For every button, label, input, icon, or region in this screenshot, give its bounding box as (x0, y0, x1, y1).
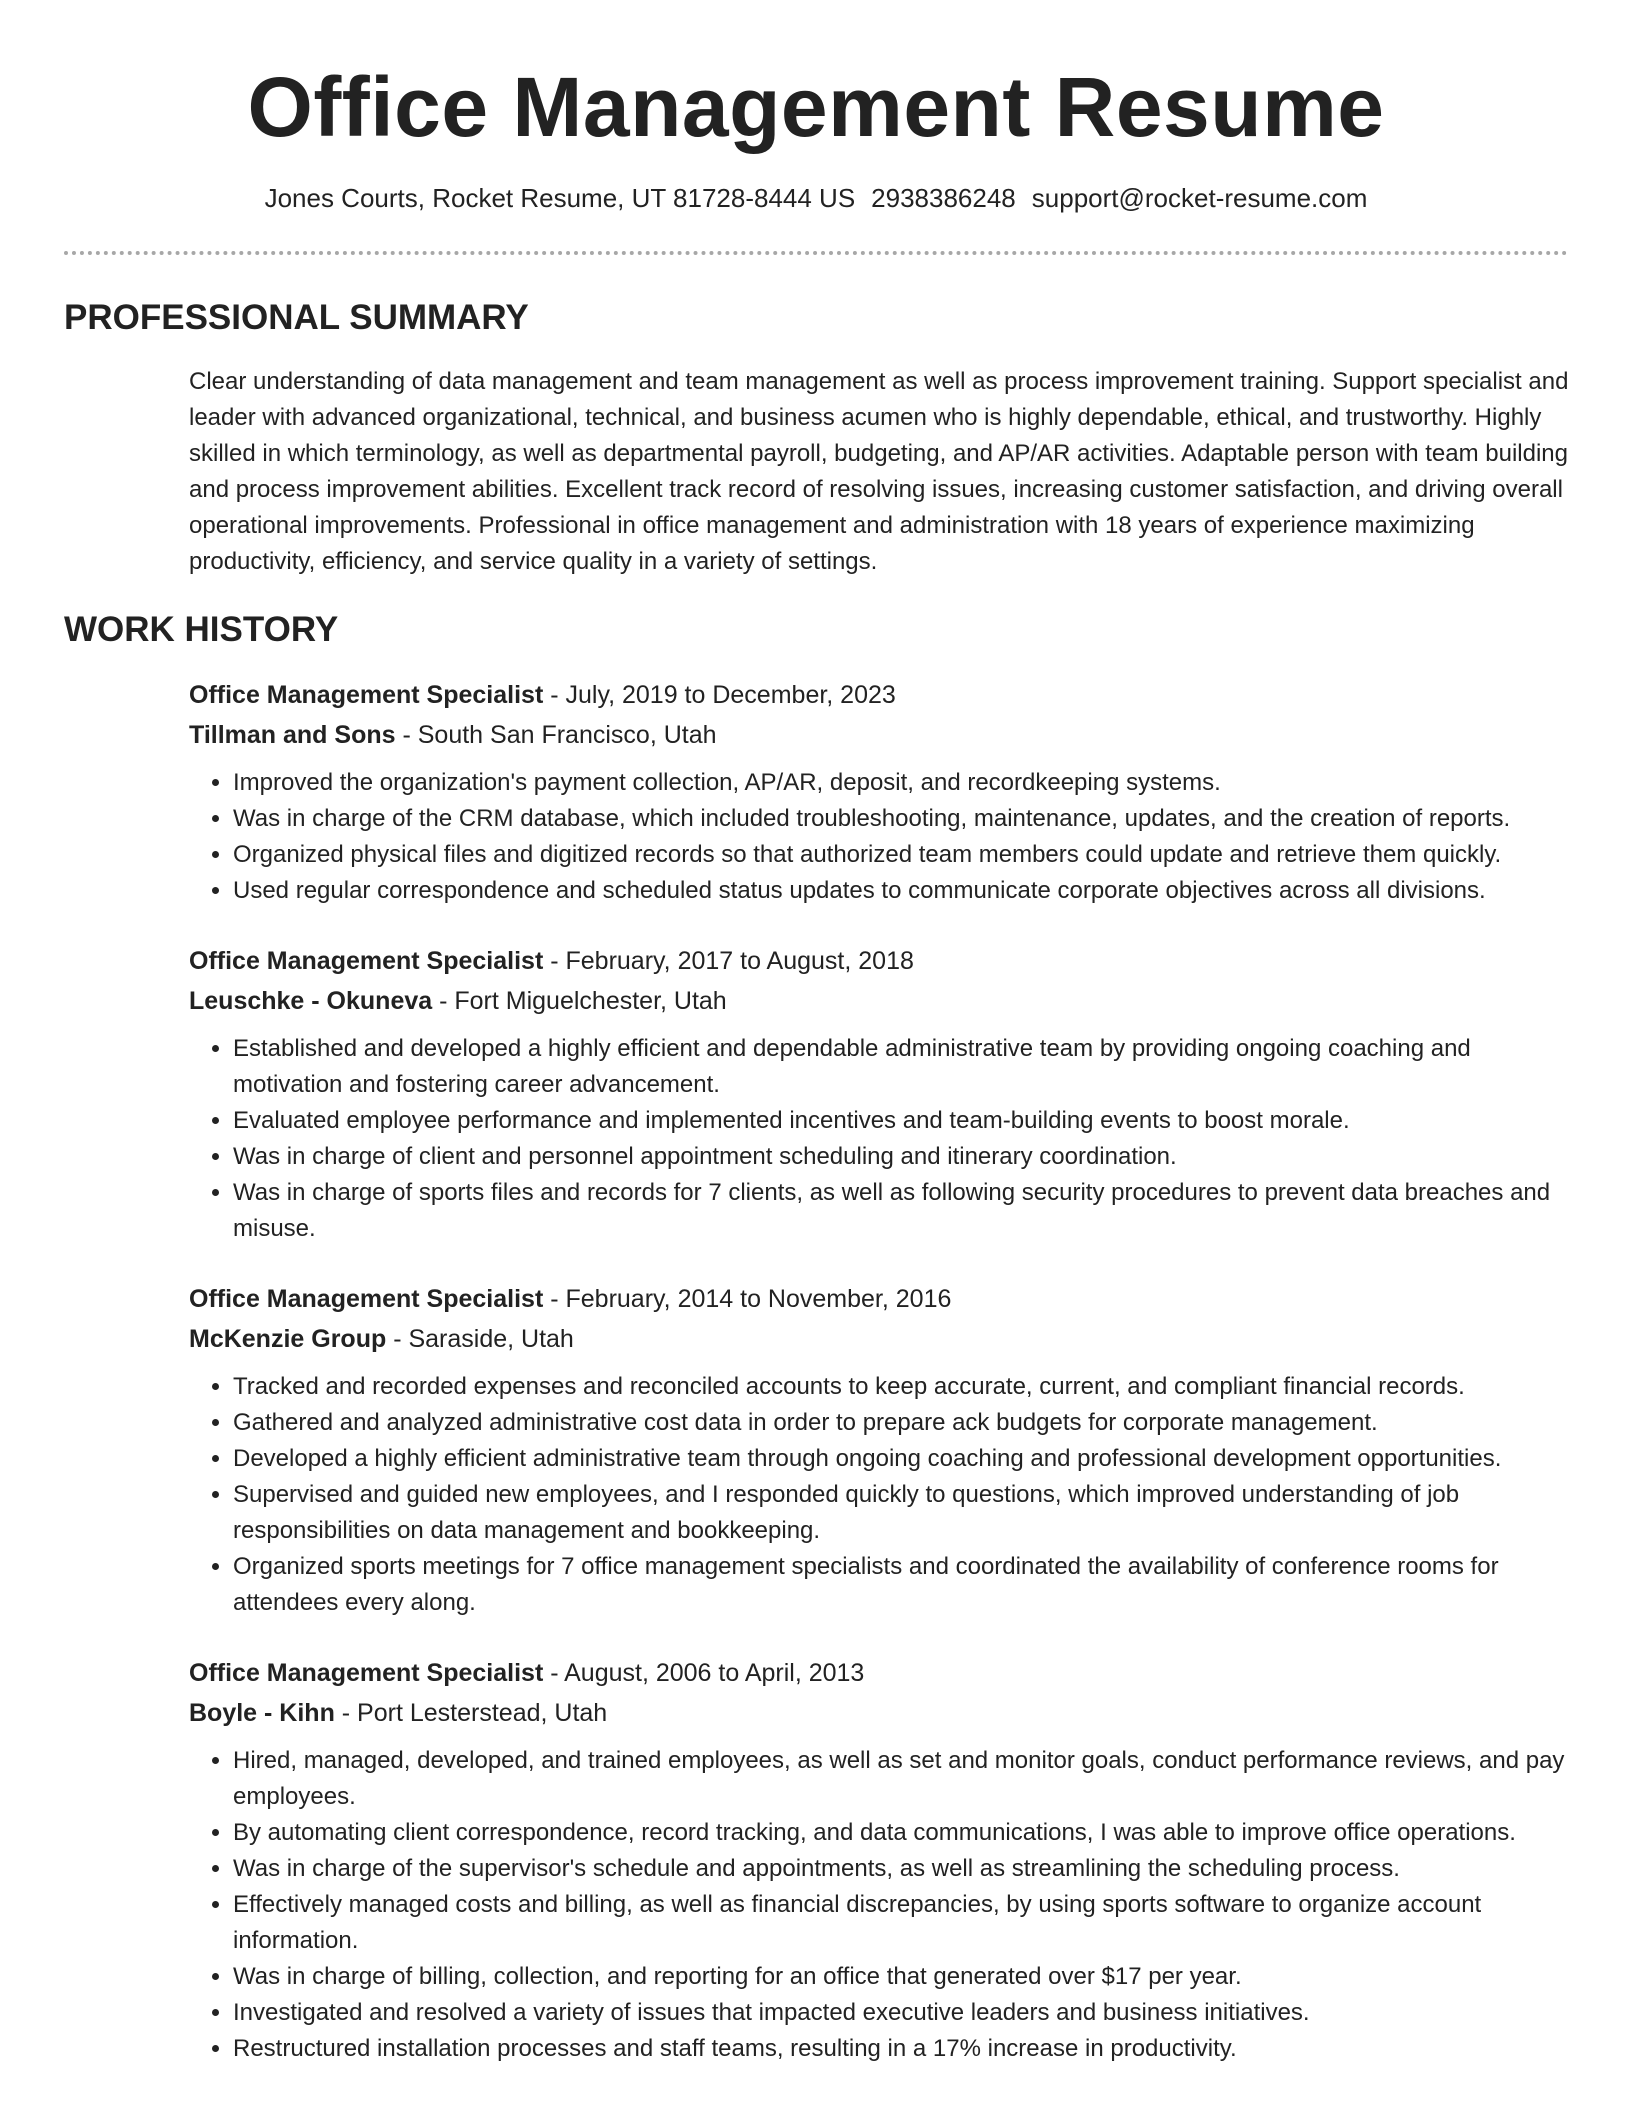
job-dates: - February, 2014 to November, 2016 (543, 1285, 952, 1313)
job-bullet: • Investigated and resolved a variety of issues that impacted executive leaders and business initiatives. (233, 1995, 1569, 2031)
job-location: - South San Francisco, Utah (395, 721, 717, 749)
job-bullet: • Was in charge of sports files and records for 7 clients, as well as following security procedures to prevent data breaches and misuse. (233, 1175, 1569, 1247)
job-bullet: • Gathered and analyzed administrative cost data in order to prepare ack budgets for corporate management. (233, 1405, 1569, 1441)
job-bullet: • Used regular correspondence and scheduled status updates to communicate corporate objectives across all divisions. (233, 873, 1569, 909)
job-location: - Saraside, Utah (386, 1325, 574, 1353)
job-company: Boyle - Kihn (189, 1699, 335, 1727)
job-entry (189, 1279, 1569, 1621)
job-title: Office Management Specialist (189, 1285, 544, 1313)
contact-email: support@rocket-resume.com (1031, 183, 1368, 213)
job-company-line (189, 1693, 1569, 1733)
job-location: - Fort Miguelchester, Utah (432, 987, 727, 1015)
job-bullet: • Tracked and recorded expenses and reconciled accounts to keep accurate, current, and compliant financial records. (233, 1369, 1569, 1405)
job-company-line (189, 1319, 1569, 1359)
job-title-line (189, 1279, 1569, 1319)
summary-text: Clear understanding of data management and team management as well as process improvement training. Support specialist and leader with advanced organizational, technical, and business acumen who is highly dependable, ethical, and trustworthy. Highly skilled in which terminology, as well as departmental payroll, budgeting, and AP/AR activities. Adaptable person with team building and process improvement abilities. Excellent track record of resolving issues, increasing customer satisfaction, and driving overall operational improvements. Professional in office management and administration with 18 years of experience maximizing productivity, efficiency, and service quality in a variety of settings. (189, 368, 1569, 575)
job-bullet: • Improved the organization's payment collection, AP/AR, deposit, and recordkeeping systems. (233, 765, 1569, 801)
job-bullet: • By automating client correspondence, record tracking, and data communications, I was able to improve office operations. (233, 1815, 1569, 1851)
job-entry (189, 675, 1569, 909)
job-bullet: • Hired, managed, developed, and trained employees, as well as set and monitor goals, conduct performance reviews, and pay employees. (233, 1743, 1569, 1815)
job-bullets (189, 765, 1569, 909)
job-bullet: • Supervised and guided new employees, and I responded quickly to questions, which improved understanding of job responsibilities on data management and bookkeeping. (233, 1477, 1569, 1549)
job-bullet: • Was in charge of the CRM database, which included troubleshooting, maintenance, updates, and the creation of reports. (233, 801, 1569, 837)
job-bullet: • Evaluated employee performance and implemented incentives and team-building events to boost morale. (233, 1103, 1569, 1139)
job-title-line (189, 675, 1569, 715)
job-bullet: • Restructured installation processes and staff teams, resulting in a 17% increase in productivity. (233, 2031, 1569, 2067)
job-dates: - February, 2017 to August, 2018 (543, 947, 914, 975)
summary-heading: PROFESSIONAL SUMMARY (64, 298, 529, 337)
job-entry (189, 1653, 1569, 2067)
job-title-line (189, 1653, 1569, 1693)
job-title-line (189, 941, 1569, 981)
job-bullet: • Was in charge of the supervisor's schedule and appointments, as well as streamlining the scheduling process. (233, 1851, 1569, 1887)
job-bullet: • Effectively managed costs and billing, as well as financial discrepancies, by using sports software to organize account information. (233, 1887, 1569, 1959)
job-title: Office Management Specialist (189, 1659, 544, 1687)
job-company: Leuschke - Okuneva (189, 987, 433, 1015)
job-company: McKenzie Group (189, 1325, 387, 1353)
job-bullet: • Organized physical files and digitized records so that authorized team members could update and retrieve them quickly. (233, 837, 1569, 873)
job-bullet: • Organized sports meetings for 7 office management specialists and coordinated the availability of conference rooms for attendees every along. (233, 1549, 1569, 1621)
contact-info (0, 180, 1632, 216)
job-dates: - July, 2019 to December, 2023 (543, 681, 896, 709)
job-bullets (189, 1031, 1569, 1247)
job-location: - Port Lesterstead, Utah (334, 1699, 608, 1727)
job-bullet: • Was in charge of client and personnel appointment scheduling and itinerary coordination. (233, 1139, 1569, 1175)
job-bullets (189, 1743, 1569, 2067)
job-title: Office Management Specialist (189, 681, 544, 709)
job-entry (189, 941, 1569, 1247)
header-divider (64, 251, 1568, 255)
job-company-line (189, 981, 1569, 1021)
job-bullet: • Was in charge of billing, collection, and reporting for an office that generated over $17 per year. (233, 1959, 1569, 1995)
job-company: Tillman and Sons (189, 721, 396, 749)
contact-phone: 2938386248 (871, 183, 1016, 213)
job-title: Office Management Specialist (189, 947, 544, 975)
resume-title: Office Management Resume (247, 60, 1385, 154)
job-bullet: • Established and developed a highly efficient and dependable administrative team by providing ongoing coaching and motivation and fostering career advancement. (233, 1031, 1569, 1103)
work-history-heading: WORK HISTORY (64, 610, 339, 649)
job-bullet: • Developed a highly efficient administrative team through ongoing coaching and professional development opportunities. (233, 1441, 1569, 1477)
job-company-line (189, 715, 1569, 755)
contact-address: Jones Courts, Rocket Resume, UT 81728-8444 US (264, 183, 856, 213)
job-dates: - August, 2006 to April, 2013 (543, 1659, 865, 1687)
work-history-list (189, 675, 1569, 2099)
job-bullets (189, 1369, 1569, 1621)
